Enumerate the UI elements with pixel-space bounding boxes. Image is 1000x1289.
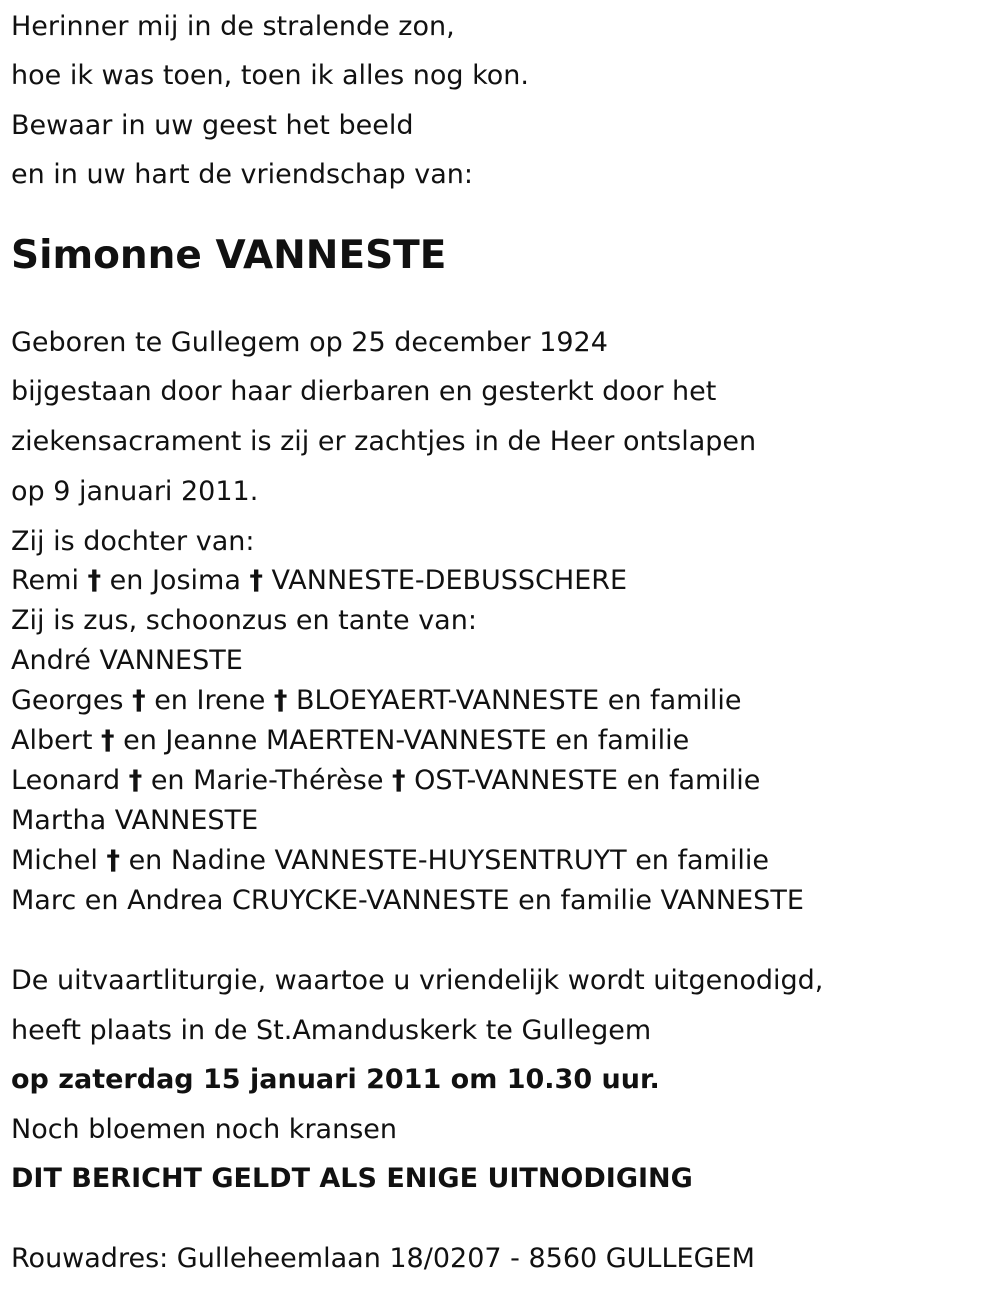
relative-surname: BLOEYAERT-VANNESTE en familie: [296, 685, 742, 716]
cross-icon: †: [128, 765, 143, 796]
mourning-address: Rouwadres: Gulleheemlaan 18/0207 - 8560 GULLEGEM: [11, 1243, 755, 1274]
announcement-line: bijgestaan door haar dierbaren en gesterkt door het: [11, 376, 717, 407]
cross-icon: †: [87, 565, 102, 596]
sister-of-intro: Zij is zus, schoonzus en tante van:: [11, 605, 477, 636]
parent-second-name: en Josima: [109, 565, 241, 596]
relative-line: [11, 767, 760, 794]
relative-first-name: Michel: [11, 845, 98, 876]
cross-icon: †: [132, 685, 146, 716]
relative-line: Martha VANNESTE: [11, 805, 259, 836]
relative-line: André VANNESTE: [11, 645, 243, 676]
relative-line: [11, 847, 769, 874]
relative-line: [11, 727, 689, 754]
relative-first-name: Albert: [11, 725, 93, 756]
announcement-line: Geboren te Gullegem op 25 december 1924: [11, 327, 608, 358]
funeral-line: De uitvaartliturgie, waartoe u vriendelijk wordt uitgenodigd,: [11, 965, 824, 996]
relative-line: [11, 687, 742, 714]
relative-surname: OST-VANNESTE en familie: [414, 765, 761, 796]
invitation-notice: DIT BERICHT GELDT ALS ENIGE UITNODIGING: [11, 1163, 693, 1194]
funeral-date: op zaterdag 15 januari 2011 om 10.30 uur.: [11, 1064, 660, 1095]
cross-icon: †: [249, 565, 263, 596]
relative-rest: en Jeanne MAERTEN-VANNESTE en familie: [123, 725, 690, 756]
relative-partner-name: en Irene: [154, 685, 266, 716]
relative-first-name: Georges: [11, 685, 124, 716]
cross-icon: †: [392, 765, 406, 796]
announcement-line: ziekensacrament is zij er zachtjes in de Heer ontslapen: [11, 426, 757, 457]
cross-icon: †: [101, 725, 115, 756]
parents-line: [11, 567, 627, 594]
parent-first-name: Remi: [11, 565, 79, 596]
poem-line: Bewaar in uw geest het beeld: [11, 110, 414, 141]
flowers-note: Noch bloemen noch kransen: [11, 1114, 397, 1145]
poem-line: Herinner mij in de stralende zon,: [11, 11, 455, 42]
cross-icon: †: [273, 685, 288, 716]
poem-line: en in uw hart de vriendschap van:: [11, 159, 474, 190]
deceased-name: Simonne VANNESTE: [11, 233, 447, 278]
parents-surname: VANNESTE-DEBUSSCHERE: [271, 565, 628, 596]
relative-partner-name: en Marie-Thérèse: [150, 765, 384, 796]
relative-first-name: Leonard: [11, 765, 121, 796]
announcement-line: op 9 januari 2011.: [11, 476, 259, 507]
poem-line: hoe ik was toen, toen ik alles nog kon.: [11, 60, 529, 91]
daughter-of-intro: Zij is dochter van:: [11, 526, 255, 557]
funeral-line: heeft plaats in de St.Amanduskerk te Gullegem: [11, 1015, 652, 1046]
relative-line: Marc en Andrea CRUYCKE-VANNESTE en familie VANNESTE: [11, 885, 804, 916]
relative-rest: en Nadine VANNESTE-HUYSENTRUYT en familie: [128, 845, 769, 876]
cross-icon: †: [106, 845, 120, 876]
